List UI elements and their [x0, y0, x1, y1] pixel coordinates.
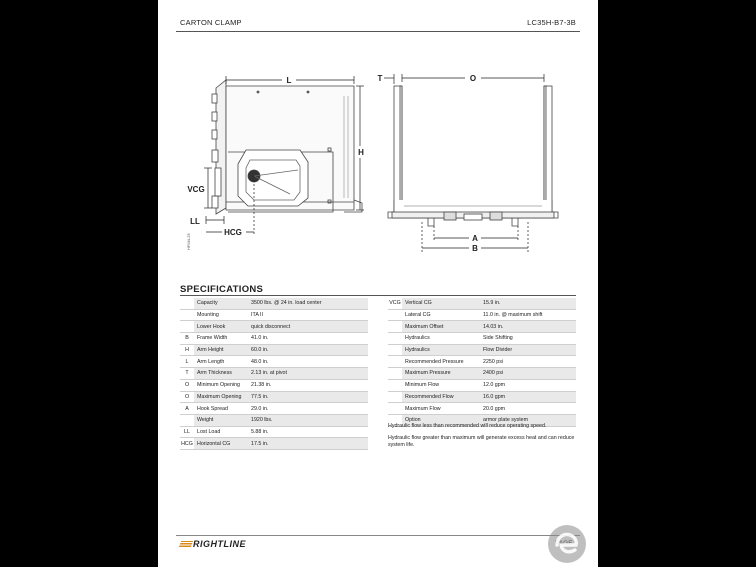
spec-value: 3500 lbs. @ 24 in. load center	[248, 298, 368, 309]
spec-label: Lower Hook	[194, 321, 248, 333]
dim-label-L: L	[286, 76, 292, 85]
spec-value: 5.88 in.	[248, 426, 368, 438]
dim-label-B: B	[472, 244, 478, 253]
spec-key: O	[180, 379, 194, 391]
dim-label-HCG: HCG	[224, 228, 242, 237]
spec-row	[180, 298, 368, 309]
spec-label: Arm Thickness	[194, 368, 248, 380]
spec-value: 1920 lbs.	[248, 414, 368, 426]
spec-label: Recommended Pressure	[402, 356, 480, 368]
spec-row	[180, 321, 368, 333]
spec-key: B	[180, 333, 194, 345]
specifications-heading: SPECIFICATIONS	[180, 284, 264, 295]
dim-label-LL: LL	[190, 217, 200, 226]
spec-label: Maximum Flow	[402, 403, 480, 415]
spec-table-left	[180, 298, 368, 450]
spec-label: Lost Load	[194, 426, 248, 438]
spec-value: quick disconnect	[248, 321, 368, 333]
spec-value: armor plate system	[480, 414, 576, 426]
spec-label: Maximum Pressure	[402, 368, 480, 380]
spec-row	[180, 403, 368, 415]
specifications-divider	[180, 295, 576, 296]
spec-label: Arm Height	[194, 344, 248, 356]
spec-row	[180, 356, 368, 368]
brand-name: RIGHTLINE	[193, 539, 246, 549]
dim-label-O: O	[469, 74, 477, 83]
spec-key	[388, 403, 402, 415]
spec-row	[388, 321, 576, 333]
spec-key: L	[180, 356, 194, 368]
spec-value: 48.0 in.	[248, 356, 368, 368]
footer-divider	[176, 535, 580, 536]
spec-key	[388, 391, 402, 403]
spec-label: Arm Length	[194, 356, 248, 368]
spec-label: Option	[402, 414, 480, 426]
spec-row	[180, 426, 368, 438]
spec-label: Recommended Flow	[402, 391, 480, 403]
spec-key	[388, 321, 402, 333]
dim-label-VCG: VCG	[187, 185, 205, 194]
top-view-drawing	[388, 86, 558, 226]
dim-label-H: H	[358, 148, 364, 157]
watermark-logo-icon	[546, 523, 588, 565]
brand-logo	[180, 539, 246, 549]
spec-sheet-page	[158, 0, 598, 567]
spec-row	[388, 391, 576, 403]
spec-row	[180, 379, 368, 391]
top-view-dimensions	[384, 74, 544, 252]
spec-label: Weight	[194, 414, 248, 426]
spec-row	[388, 356, 576, 368]
spec-row	[388, 333, 576, 345]
spec-label: Lateral CG	[402, 309, 480, 321]
spec-row	[180, 438, 368, 450]
spec-key: H	[180, 344, 194, 356]
spec-value: 29.0 in.	[248, 403, 368, 415]
spec-value: 14.03 in.	[480, 321, 576, 333]
spec-key	[388, 368, 402, 380]
spec-label: Hydraulics	[402, 333, 480, 345]
spec-key: VCG	[388, 298, 402, 309]
spec-row	[180, 368, 368, 380]
spec-value: 20.0 gpm	[480, 403, 576, 415]
spec-value: 21.38 in.	[248, 379, 368, 391]
spec-table-right	[388, 298, 576, 427]
spec-label: Maximum Offset	[402, 321, 480, 333]
spec-key: A	[180, 403, 194, 415]
spec-value: 2250 psi	[480, 356, 576, 368]
spec-row	[388, 298, 576, 309]
spec-label: Mounting	[194, 309, 248, 321]
logo-stripes-icon	[179, 541, 193, 547]
spec-label: Minimum Flow	[402, 379, 480, 391]
document-title: CARTON CLAMP	[180, 18, 242, 27]
spec-value: 12.0 gpm	[480, 379, 576, 391]
model-number: LC35H-B7-3B	[527, 18, 576, 27]
spec-value: 11.0 in. @ maximum shift	[480, 309, 576, 321]
spec-value: ITA II	[248, 309, 368, 321]
spec-row	[388, 344, 576, 356]
spec-row	[388, 309, 576, 321]
spec-label: Vertical CG	[402, 298, 480, 309]
side-view-drawing	[212, 80, 362, 214]
spec-key	[388, 333, 402, 345]
dim-label-T: T	[377, 74, 383, 83]
spec-key: O	[180, 391, 194, 403]
hydraulic-note-high-flow: Hydraulic flow greater than maximum will generate excess heat and can reduce system life.	[388, 435, 575, 448]
spec-key: T	[180, 368, 194, 380]
spec-value: 2.13 in. at pivot	[248, 368, 368, 380]
spec-key	[388, 379, 402, 391]
spec-label: Hook Spread	[194, 403, 248, 415]
spec-key	[180, 321, 194, 333]
spec-row	[388, 368, 576, 380]
spec-label: Capacity	[194, 298, 248, 309]
spec-value: 41.0 in.	[248, 333, 368, 345]
spec-value: Flow Divider	[480, 344, 576, 356]
spec-label: Horizontal CG	[194, 438, 248, 450]
spec-key	[180, 298, 194, 309]
spec-label: Frame Width	[194, 333, 248, 345]
spec-row	[180, 391, 368, 403]
spec-value: 16.0 gpm	[480, 391, 576, 403]
spec-label: Hydraulics	[402, 344, 480, 356]
spec-value: 15.9 in.	[480, 298, 576, 309]
spec-value: 60.0 in.	[248, 344, 368, 356]
spec-value: 17.5 in.	[248, 438, 368, 450]
spec-row	[180, 414, 368, 426]
drawing-code: HFM4-25	[186, 233, 191, 250]
spec-row	[388, 379, 576, 391]
spec-row	[180, 344, 368, 356]
spec-label: Minimum Opening	[194, 379, 248, 391]
spec-row	[180, 333, 368, 345]
technical-drawings	[158, 0, 598, 280]
spec-key	[180, 309, 194, 321]
dim-label-A: A	[472, 234, 478, 243]
spec-key	[388, 309, 402, 321]
spec-key: HCG	[180, 438, 194, 450]
spec-value: 2400 psi	[480, 368, 576, 380]
spec-key	[388, 356, 402, 368]
spec-row	[180, 309, 368, 321]
spec-label: Maximum Opening	[194, 391, 248, 403]
hydraulic-note-low-flow: Hydraulic flow less than recommended will reduce operating speed.	[388, 423, 547, 429]
spec-key	[180, 414, 194, 426]
spec-key: LL	[180, 426, 194, 438]
spec-value: Side Shifting	[480, 333, 576, 345]
spec-value: 77.5 in.	[248, 391, 368, 403]
spec-key	[388, 344, 402, 356]
spec-row	[388, 403, 576, 415]
